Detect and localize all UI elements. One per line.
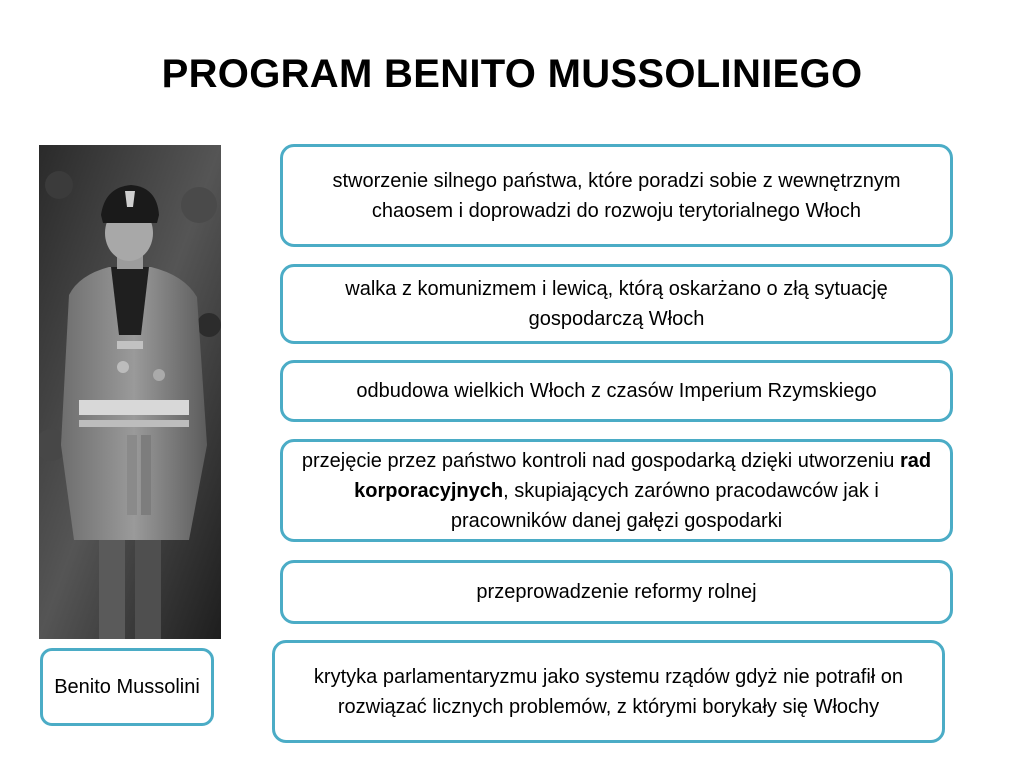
program-point-4-before: przejęcie przez państwo kontroli nad gospodarką dzięki utworzeniu: [301, 449, 900, 472]
program-point-5: przeprowadzenie reformy rolnej: [280, 560, 953, 624]
slide-title: PROGRAM BENITO MUSSOLINIEGO: [161, 52, 863, 96]
program-point-4-text: [299, 446, 934, 536]
program-point-2: walka z komunizmem i lewicą, którą oskarżano o złą sytuację gospodarczą Włoch: [280, 264, 953, 344]
program-point-4: [280, 439, 953, 542]
program-point-4-after: , skupiających zarówno pracodawców jak i pracowników danej gałęzi gospodarki: [450, 479, 879, 532]
photo-caption: Benito Mussolini: [40, 648, 214, 726]
program-point-4-bold: rad korporacyjnych: [354, 449, 932, 502]
mussolini-photo: [39, 145, 221, 639]
program-point-1: stworzenie silnego państwa, które poradzi sobie z wewnętrznym chaosem i doprowadzi do rozwoju terytorialnego Włoch: [280, 144, 953, 247]
program-point-3: odbudowa wielkich Włoch z czasów Imperium Rzymskiego: [280, 360, 953, 422]
program-point-6: krytyka parlamentaryzmu jako systemu rządów gdyż nie potrafił on rozwiązać licznych problemów, z którymi borykały się Włochy: [272, 640, 945, 743]
